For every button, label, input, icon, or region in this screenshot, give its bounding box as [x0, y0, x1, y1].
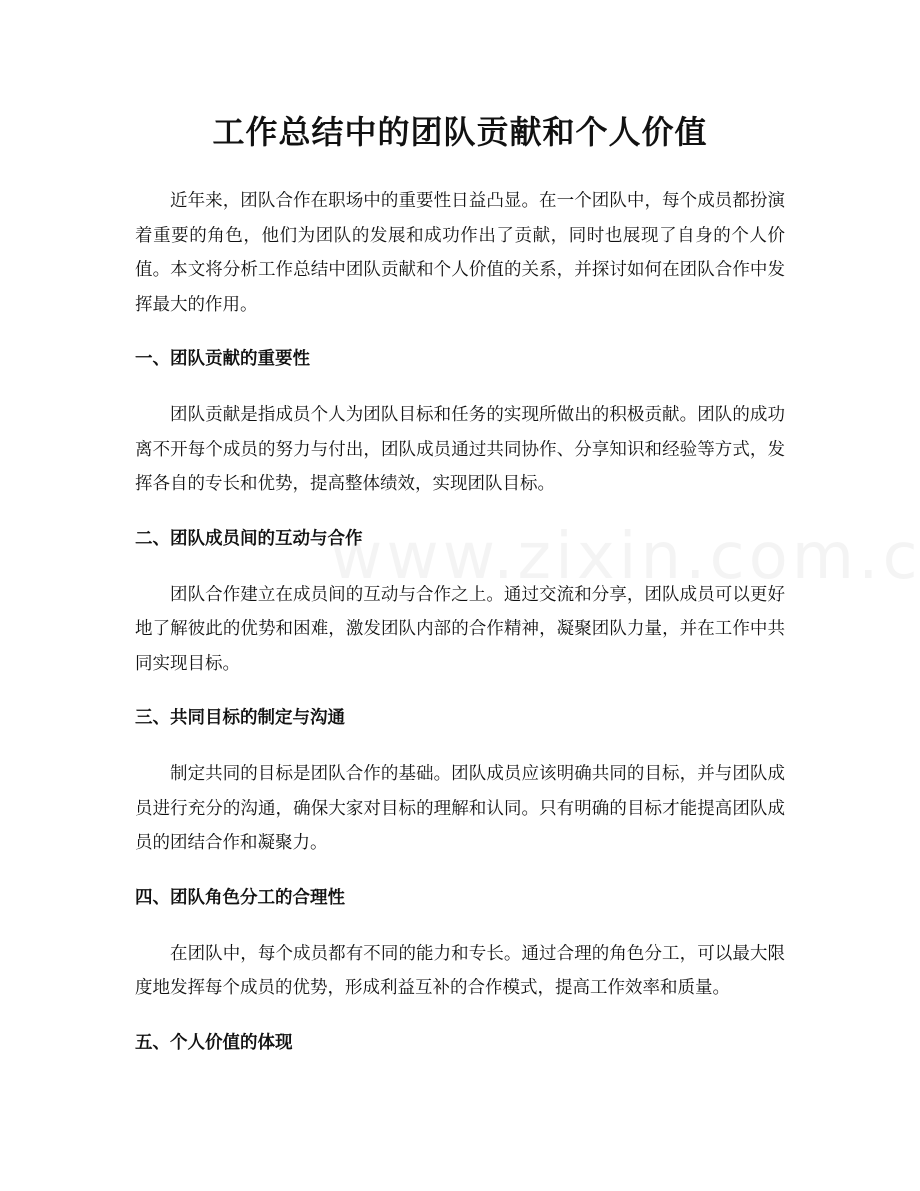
section-heading-2: 二、团队成员间的互动与合作: [135, 528, 363, 549]
section-heading-1: 一、团队贡献的重要性: [135, 349, 310, 369]
section-body-4: 在团队中，每个成员都有不同的能力和专长。通过合理的角色分工，可以最大限度地发挥每个成员的优势，形成利益互补的合作模式，提高工作效率和质量。: [135, 943, 785, 998]
section-body-2: 团队合作建立在成员间的互动与合作之上。通过交流和分享，团队成员可以更好地了解彼此的优势和困难，激发团队内部的合作精神，凝聚团队力量，并在工作中共同实现目标。: [135, 584, 785, 674]
section-body-1: 团队贡献是指成员个人为团队目标和任务的实现所做出的积极贡献。团队的成功离不开每个成员的努力与付出，团队成员通过共同协作、分享知识和经验等方式，发挥各自的专长和优势，提高整体绩效，实现团队目标。: [135, 405, 785, 494]
section-body-3: 制定共同的目标是团队合作的基础。团队成员应该明确共同的目标，并与团队成员进行充分的沟通，确保大家对目标的理解和认同。只有明确的目标才能提高团队成员的团结合作和凝聚力。: [135, 764, 785, 853]
section-heading-4: 四、团队角色分工的合理性: [135, 887, 345, 908]
page-title: 工作总结中的团队贡献和个人价值: [212, 113, 708, 151]
document-body: [135, 184, 785, 1058]
section-heading-5: 五、个人价值的体现: [135, 1032, 293, 1053]
intro-paragraph: 近年来，团队合作在职场中的重要性日益凸显。在一个团队中，每个成员都扮演着重要的角色，他们为团队的发展和成功作出了贡献，同时也展现了自身的个人价值。本文将分析工作总结中团队贡献和个人价值的关系，并探讨如何在团队合作中发挥最大的作用。: [135, 191, 785, 315]
section-heading-3: 三、共同目标的制定与沟通: [135, 708, 345, 728]
